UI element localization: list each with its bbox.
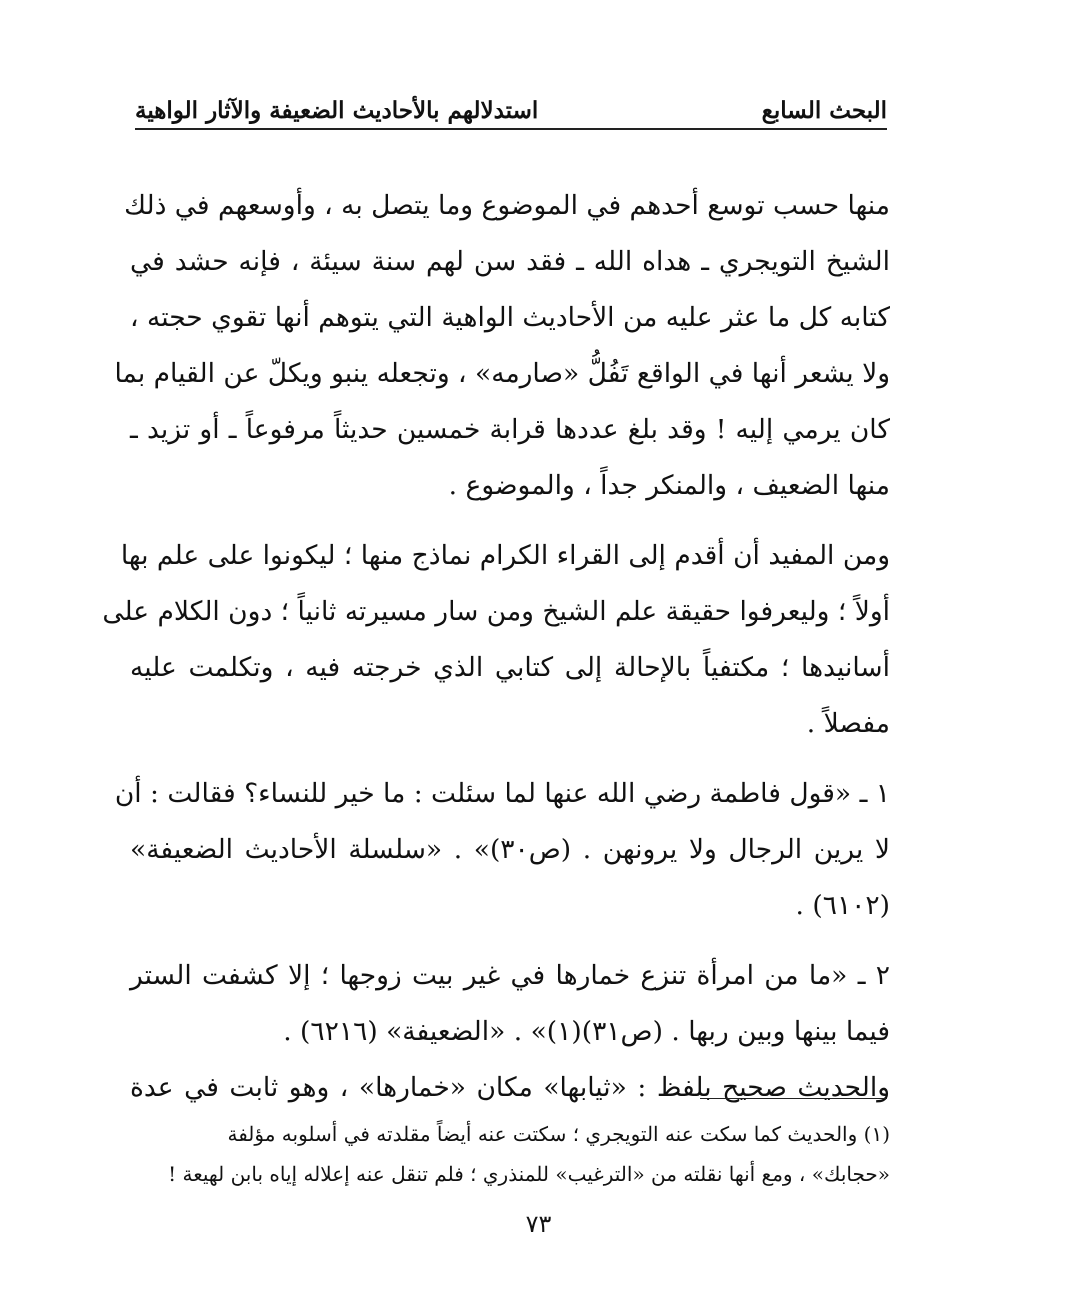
text-line: ولا يشعر أنها في الواقع تَفُلُّ «صارمه» ، وتجعله ينبو ويكلّ عن القيام بما — [114, 358, 890, 389]
text-line: فيما بينها وبين ربها . (ص٣١)(١)» . «الضعيفة» (٦٢١٦) . — [283, 1016, 890, 1047]
chapter-title: البحث السابع — [761, 97, 887, 124]
section-title: استدلالهم بالأحاديث الضعيفة والآثار الواهية — [135, 97, 539, 124]
text-line: ١ ـ «قول فاطمة رضي الله عنها لما سئلت : ما خير للنساء؟ فقالت : أن — [114, 778, 890, 809]
hadith-item-1 — [114, 766, 890, 934]
text-line: مفصلاً . — [806, 708, 890, 739]
text-line: والحديث صحيح بلفظ : «ثيابها» مكان «خمارها» ، وهو ثابت في عدة — [130, 1072, 890, 1103]
text-line: لا يرين الرجال ولا يرونهن . (ص٣٠)» . «سلسلة الأحاديث الضعيفة» — [130, 834, 890, 865]
paragraph — [130, 1060, 890, 1116]
hadith-item-2 — [130, 948, 890, 1060]
text-line: (٦١٠٢) . — [795, 890, 890, 921]
running-header — [135, 78, 887, 130]
text-line: أسانيدها ؛ مكتفياً بالإحالة إلى كتابي الذي خرجته فيه ، وتكلمت عليه — [130, 652, 890, 683]
text-line: كتابه كل ما عثر عليه من الأحاديث الواهية التي يتوهم أنها تقوي حجته ، — [130, 302, 890, 333]
text-line: ٢ ـ «ما من امرأة تنزع خمارها في غير بيت زوجها ؛ إلا كشفت الستر — [130, 960, 890, 991]
text-line: منها حسب توسع أحدهم في الموضوع وما يتصل به ، وأوسعهم في ذلك — [124, 190, 890, 221]
paragraph — [114, 178, 890, 514]
footnote-separator — [700, 1098, 887, 1099]
text-line: كان يرمي إليه ! وقد بلغ عددها قرابة خمسين حديثاً مرفوعاً ـ أو تزيد ـ — [130, 414, 890, 445]
paragraph — [102, 528, 890, 752]
text-line: ومن المفيد أن أقدم إلى القراء الكرام نماذج منها ؛ ليكونوا على علم بها — [120, 540, 890, 571]
footnote — [130, 1114, 890, 1194]
text-line: منها الضعيف ، والمنكر جداً ، والموضوع . — [448, 470, 890, 501]
text-line: أولاً ؛ وليعرفوا حقيقة علم الشيخ ومن سار مسيرته ثانياً ؛ دون الكلام على — [102, 596, 890, 627]
page-number: ٧٣ — [525, 1210, 552, 1238]
text-line: الشيخ التويجري ـ هداه الله ـ فقد سن لهم سنة سيئة ، فإنه حشد في — [130, 246, 890, 277]
main-text — [102, 178, 890, 1116]
footnote-line: «حجابك» ، ومع أنها نقلته من «الترغيب» للمنذري ؛ فلم تنقل عنه إعلاله إياه بابن لهيعة ! — [168, 1162, 890, 1186]
footnote-line: (١) والحديث كما سكت عنه التويجري ؛ سكتت عنه أيضاً مقلدته في أسلوبه مؤلفة — [227, 1122, 890, 1146]
